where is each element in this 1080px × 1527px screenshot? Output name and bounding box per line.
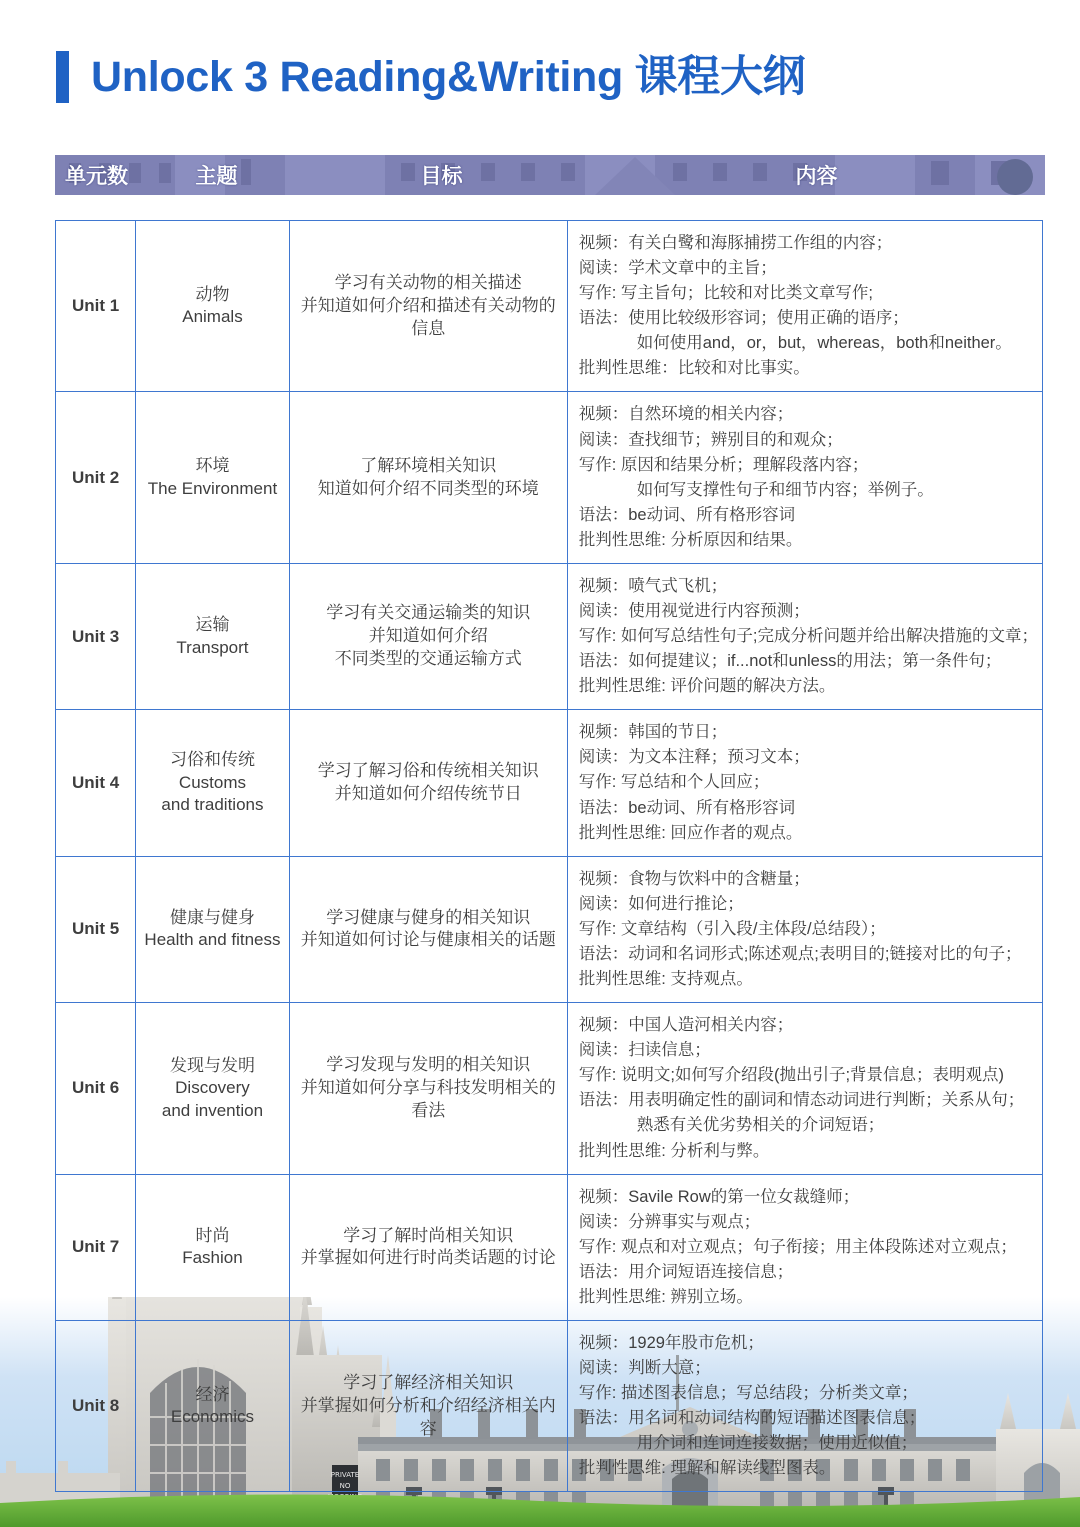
topic-cell <box>136 392 290 563</box>
goal-line: 并知道如何讨论与健康相关的话题 <box>300 930 556 950</box>
column-header-goal: 目标 <box>420 165 463 188</box>
content-line: 写作: 如何写总结性句子;完成分析问题并给出解决措施的文章； <box>578 627 1038 646</box>
topic-cell <box>136 221 290 392</box>
unit-cell: Unit 3 <box>56 563 136 709</box>
topic-en: Discovery <box>175 1078 250 1098</box>
goal-line: 学习发现与发明的相关知识 <box>326 1055 531 1075</box>
content-line: 阅读：为文本注释；预习文本； <box>578 748 810 767</box>
topic-zh: 时尚 <box>195 1225 230 1245</box>
content-line: 写作: 写主旨句；比较和对比类文章写作; <box>578 284 873 303</box>
content-line: 批判性思维: 理解和解读线型图表。 <box>578 1459 836 1478</box>
goal-cell <box>289 221 567 392</box>
table-row <box>56 392 1043 563</box>
content-cell <box>567 221 1042 392</box>
content-line: 视频：中国人造河相关内容； <box>578 1016 794 1035</box>
goal-line: 学习了解习俗和传统相关知识 <box>317 761 539 781</box>
unit-cell: Unit 4 <box>56 710 136 856</box>
content-cell <box>567 563 1042 709</box>
topic-zh: 经济 <box>195 1384 230 1404</box>
syllabus-table <box>55 220 1043 1492</box>
content-cell <box>567 392 1042 563</box>
topic-cell <box>136 1003 290 1174</box>
content-line: 用介词和连词连接数据；使用近似值； <box>636 1434 918 1453</box>
topic-zh: 发现与发明 <box>169 1055 255 1075</box>
goal-cell <box>289 563 567 709</box>
column-header-content: 内容 <box>795 165 838 188</box>
topic-cell <box>136 563 290 709</box>
table-row <box>56 1003 1043 1174</box>
goal-line: 并知道如何分享与科技发明相关的看法 <box>300 1077 556 1120</box>
table-header-banner <box>55 155 1045 195</box>
topic-zh: 动物 <box>195 284 230 304</box>
topic-en: and invention <box>161 1100 264 1120</box>
table-row <box>56 563 1043 709</box>
content-line: 语法：如何提建议；if...not和unless的用法；第一条件句； <box>578 652 1002 671</box>
goal-line: 学习了解时尚相关知识 <box>343 1225 514 1245</box>
table-row <box>56 1320 1043 1491</box>
topic-cell <box>136 856 290 1002</box>
content-line: 阅读：判断大意； <box>578 1359 711 1378</box>
content-line: 语法：用介词短语连接信息； <box>578 1262 794 1281</box>
content-cell <box>567 1003 1042 1174</box>
content-cell <box>567 1320 1042 1491</box>
topic-cell <box>136 710 290 856</box>
content-line: 如何使用and，or，but，whereas，both和neither。 <box>636 334 1012 353</box>
content-line: 视频：有关白鹭和海豚捕捞工作组的内容； <box>578 234 893 252</box>
topic-en: Animals <box>182 307 243 327</box>
goal-cell <box>289 856 567 1002</box>
goal-line: 并知道如何介绍 <box>368 626 488 646</box>
column-header-unit: 单元数 <box>65 165 128 188</box>
goal-cell <box>289 1320 567 1491</box>
page-title <box>56 46 805 108</box>
content-line: 如何写支撑性句子和细节内容；举例子。 <box>636 480 934 499</box>
topic-cell <box>136 1174 290 1320</box>
svg-text:NO: NO <box>339 1482 351 1490</box>
content-line: 语法：be动词、所有格形容词 <box>578 505 796 524</box>
unit-cell: Unit 6 <box>56 1003 136 1174</box>
unit-cell: Unit 5 <box>56 856 136 1002</box>
content-line: 阅读：如何进行推论； <box>578 894 744 913</box>
content-line: 批判性思维: 支持观点。 <box>578 970 753 989</box>
content-cell <box>567 1174 1042 1320</box>
content-line: 批判性思维: 回应作者的观点。 <box>578 823 803 842</box>
content-cell <box>567 710 1042 856</box>
goal-line: 了解环境相关知识 <box>360 455 497 475</box>
unit-cell: Unit 2 <box>56 392 136 563</box>
topic-en: Health and fitness <box>144 930 281 950</box>
goal-line: 并知道如何介绍和描述有关动物的信息 <box>300 295 556 338</box>
unit-cell: Unit 7 <box>56 1174 136 1320</box>
content-line: 写作: 原因和结果分析；理解段落内容； <box>578 455 869 474</box>
content-line: 写作: 说明文;如何写介绍段(抛出引子;背景信息；表明观点) <box>578 1066 1005 1085</box>
goal-cell <box>289 392 567 563</box>
content-line: 语法：be动词、所有格形容词 <box>578 798 796 817</box>
topic-en: Transport <box>176 637 249 657</box>
content-line: 视频：Savile Row的第一位女裁缝师； <box>578 1187 860 1206</box>
topic-zh: 环境 <box>195 456 230 476</box>
content-line: 批判性思维: 分析利与弊。 <box>578 1141 770 1160</box>
goal-cell <box>289 1174 567 1320</box>
unit-cell: Unit 8 <box>56 1320 136 1491</box>
content-line: 写作: 文章结构（引入段/主体段/总结段）； <box>578 919 886 938</box>
content-line: 视频：韩国的节日； <box>578 723 728 742</box>
goal-line: 并掌握如何进行时尚类话题的讨论 <box>300 1248 556 1268</box>
topic-en: Economics <box>170 1407 255 1427</box>
goal-line: 并知道如何介绍传统节日 <box>334 784 522 804</box>
content-line: 阅读：使用视觉进行内容预测； <box>578 602 810 621</box>
goal-line: 学习健康与健身的相关知识 <box>326 907 531 927</box>
content-line: 语法：用表明确定性的副词和情态动词进行判断；关系从句； <box>578 1091 1025 1110</box>
table-row <box>56 1174 1043 1320</box>
page-title-text: Unlock 3 Reading&Writing 课程大纲 <box>91 52 806 101</box>
column-header-topic: 主题 <box>195 165 238 188</box>
content-line: 阅读：学术文章中的主旨； <box>578 259 777 278</box>
content-line: 视频：喷气式飞机； <box>578 576 728 595</box>
unit-cell: Unit 1 <box>56 221 136 392</box>
topic-zh: 运输 <box>195 615 230 635</box>
topic-cell <box>136 1320 290 1491</box>
content-line: 语法：使用比较级形容词；使用正确的语序； <box>578 309 909 328</box>
content-line: 写作: 写总结和个人回应； <box>578 773 770 792</box>
topic-zh: 习俗和传统 <box>169 750 255 770</box>
topic-en: The Environment <box>147 478 278 498</box>
topic-en: Fashion <box>182 1248 243 1268</box>
content-line: 批判性思维: 辨别立场。 <box>578 1287 753 1306</box>
table-row <box>56 856 1043 1002</box>
goal-line: 知道如何介绍不同类型的环境 <box>317 478 539 498</box>
content-line: 熟悉有关优劣势相关的介词短语； <box>636 1116 885 1135</box>
goal-line: 学习有关动物的相关描述 <box>334 273 522 293</box>
content-line: 语法：用名词和动词结构的短语描述图表信息； <box>578 1409 926 1428</box>
content-line: 视频：1929年股市危机； <box>578 1333 764 1352</box>
content-line: 视频：自然环境的相关内容； <box>578 405 794 424</box>
topic-en: Customs <box>178 772 246 792</box>
content-line: 批判性思维: 分析原因和结果。 <box>578 530 803 549</box>
content-line: 阅读：分辨事实与观点； <box>578 1212 761 1231</box>
goal-cell <box>289 1003 567 1174</box>
content-line: 批判性思维：比较和对比事实。 <box>578 359 810 378</box>
content-line: 写作: 描述图表信息；写总结段；分析类文章； <box>578 1384 918 1403</box>
svg-text:PRIVATE: PRIVATE <box>330 1471 360 1479</box>
content-line: 阅读：查找细节；辨别目的和观众； <box>578 430 843 449</box>
content-line: 写作: 观点和对立观点；句子衔接；用主体段陈述对立观点； <box>578 1237 1017 1256</box>
topic-en: and traditions <box>161 795 264 815</box>
goal-line: 并掌握如何分析和介绍经济相关内容 <box>300 1395 556 1438</box>
goal-line: 学习了解经济相关知识 <box>343 1373 514 1393</box>
content-line: 语法：动词和名词形式;陈述观点;表明目的;链接对比的句子； <box>578 944 1022 963</box>
goal-line: 不同类型的交通运输方式 <box>334 649 522 669</box>
table-row <box>56 221 1043 392</box>
topic-zh: 健康与健身 <box>169 907 255 927</box>
content-line: 阅读：扫读信息； <box>578 1041 711 1060</box>
goal-line: 学习有关交通运输类的知识 <box>326 603 531 623</box>
table-row <box>56 710 1043 856</box>
title-accent-bar <box>56 51 69 103</box>
goal-cell <box>289 710 567 856</box>
content-cell <box>567 856 1042 1002</box>
content-line: 批判性思维: 评价问题的解决方法。 <box>578 677 836 696</box>
content-line: 视频：食物与饮料中的含糖量； <box>578 869 810 888</box>
